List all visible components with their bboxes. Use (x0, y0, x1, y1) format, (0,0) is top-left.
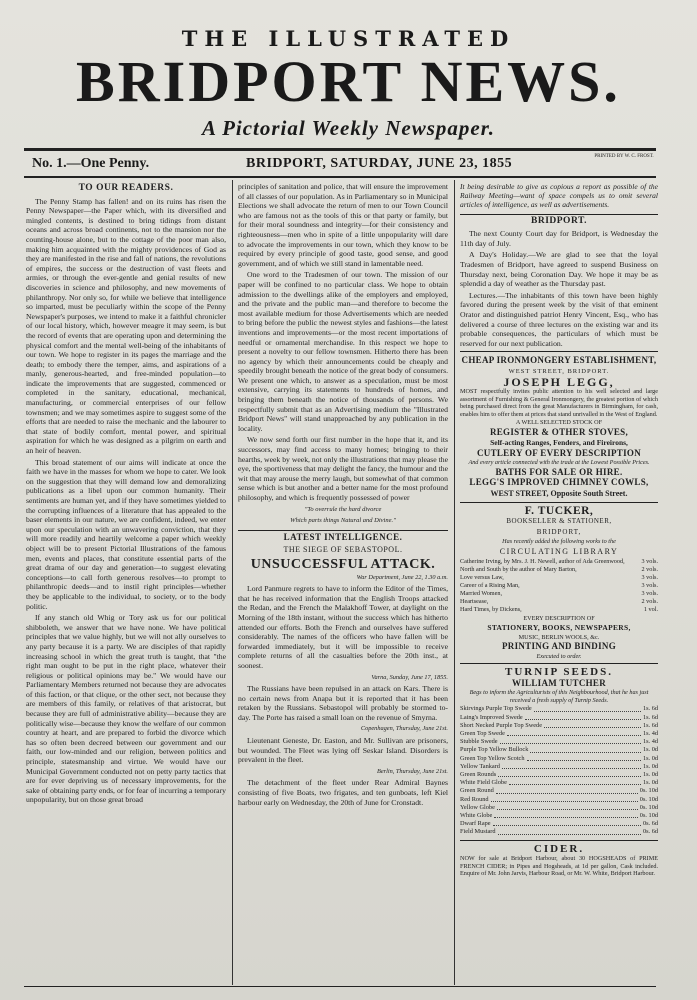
quote-line-2: Which parts things Natural and Divine." (290, 517, 396, 525)
ad-name: WILLIAM TUTCHER (511, 677, 607, 688)
ironmongery-advertisement (460, 351, 658, 498)
seed-item (460, 714, 658, 722)
article-paragraph: The Penny Stamp has fallen! and on its ruins has risen the Penny Newspaper—the Paper which, with its diversified and mingled contents, is destined to bring tidings from distant oceans and across broad continents, not to the mansion nor the counting-house alone, but to the cottage of the poor man also, making him acquainted with the mighty providences of God as they are manifested in the rise and fall of nations, the revolutions of empires, the success or the destruction of vast fleets and armies, or through the ever-gentle and genial results of new discoveries in science and philosophy, and new movements of philanthropy. Nor only so, for while we believe that intelligence so imparted, must be peculiarly within the scope of the Penny Newspaper's purposes, we intend to make it a faithful chronicler of our local history, which, however meagre it may seem, is but the record of events that are operating upon and determining the physical comfort and the mental well-being of the inhabitants of our town. We hope to register in its pages the marriage and the death; to embody there the temper, aims, and aspirations of a manly, generous-hearted, and free-minded population—to indicate the improvements that are suggested, commenced or completed in the sanitary, educational, mechanical, manufacturing, or commercial enterprises of our fellow townsmen; and we may sometimes aspire to suggest some of the efforts that are needed to raise the mechanic and the labourer to that state of bodily comfort, mental power, and spiritual aspiration for which he was designed as a pilgrim on earth and an heir of heaven. (26, 196, 226, 456)
column-right (460, 182, 658, 984)
seed-name: Laing's Improved Swede (460, 713, 523, 721)
ad-executed: Executed to order. (536, 652, 582, 660)
book-volumes: 3 vols. (641, 557, 658, 565)
book-title: North and South by the author of Mary Barton, (460, 565, 577, 573)
book-title: Hard Times, by Dickens, (460, 605, 522, 613)
book-volumes: 3 vols. (641, 589, 658, 597)
ad-library: CIRCULATING LIBRARY (499, 546, 619, 556)
cider-advertisement (460, 840, 658, 878)
bridport-heading: BRIDPORT. (531, 215, 587, 226)
leader-dots (498, 771, 641, 777)
seed-item (460, 804, 658, 812)
seed-price: 0s. 6d (642, 828, 658, 836)
article-paragraph: If any stanch old Whig or Tory ask us for our political shibboleth, we answer that we have none. We have political principles that we value highly, but we will not ally ourselves to any party because it is a party. We are disciples of that rapidly increasing school in which the great truth is taught, that "the right man ought to be put in the right place, whatever their religious or political opinions may be." We would have our Parliamentary Members returned not because they are advocates of this faction, or that clique, or the other sect, not because they are members of this family, or relatives of that aristocrat, but because they are full of administrative ability—because they are politically wise—because they know the welfare of our common country at heart, and are prepared to forbid the divorce which has so often been decreed between our government and our faith, our low-minded and our religion, between politics and principle, statesmanship and virtue. We would have our Municipal Government conducted not on petty party tactics that are for ever depriving us of necessary improvements, for the sake of obtaining party ends, or for fear of incurring a temporary unpopularity, but on those great broad (26, 613, 226, 805)
article-paragraph: One word to the Tradesmen of our town. The mission of our paper will be confined to no particular class. We hope to obtain admission to the dwellings alike of the employers and employed, and the private and the public man—and therefore to become the most available medium for those Advertisements which are needed to bring before the public the newest styles and fashions—the latest inventions and improvements—or the most recent importations of needful or ornamental merchandise. In this respect we hope to present a novelty to our fellow townsmen. Hitherto there has been no agency by which their announcements could be cheaply and speedily brought beneath the notice of the great body of consumers. We present one which, to answer as a speculation, must be most extensive, carrying its statements to hundreds of homes, and bringing them beneath the notice of thousands of persons. We respectfully submit that as an Advertising medium the "Illustrated Bridport News" will stand unapproached by any publication in the locality. (238, 270, 448, 433)
seed-item (460, 705, 658, 713)
place-date: BRIDPORT, SATURDAY, JUNE 23, 1855 (246, 156, 513, 171)
book-title: Catherine Irving, by Mrs. J. H. Newell, author of Ada Greenwood, (460, 557, 625, 565)
bookseller-advertisement (460, 502, 658, 661)
ad-music: MUSIC, BERLIN WOOLS, &c. (518, 633, 600, 641)
ad-stock: A WELL SELECTED STOCK OF (515, 419, 603, 427)
to-our-readers-heading: TO OUR READERS. (78, 183, 174, 193)
seed-name: Green Top Swede (460, 730, 505, 738)
article-paragraph: This broad statement of our aims will indicate at once the faith we have in the masses for whom we hope to cater. We look on the suggestion that they will demand low and demoralizing publications as a libel upon our common humanity. Their sentiments are human yet, and if they have sometimes yielded to the corrupting influences of a literature that has appealed to the baser elements in our nature, we are confident, indeed, we enter upon our speculation with an unwavering conviction, that they will more readily and heartily welcome a paper which weekly object will be to present Pictorial Illustrations of the famous men, events and places, that constitute essential parts of the great drama of our day and generation—to suggest elevating conceptions—to call forth generous resolves—to prompt to philanthropic deeds—and to instil right principles—whether they be applicable to the individual, to society, or to the body politic. (26, 457, 226, 611)
seed-item (460, 779, 658, 787)
seed-price: 1s. 6d (642, 721, 658, 729)
seed-name: Green Top Yellow Scotch (460, 754, 525, 762)
local-news-item: The next County Court day for Bridport, is Wednesday the 11th day of July. (460, 229, 658, 248)
column-divider-2 (454, 180, 455, 985)
book-item (460, 566, 658, 574)
seed-price: 1s. 6d (642, 713, 658, 721)
seed-item (460, 746, 658, 754)
seed-item (460, 771, 658, 779)
seed-name: Short Necked Purple Top Swede (460, 721, 542, 729)
ad-street: WEST STREET, BRIDPORT. (508, 367, 610, 375)
seed-price: 0s. 6d (642, 820, 658, 828)
seed-name: White Field Globe (460, 779, 507, 787)
leader-dots (498, 828, 641, 834)
seed-name: Red Round (460, 795, 489, 803)
seed-price: 0s. 10d (639, 803, 658, 811)
book-item (460, 598, 658, 606)
book-title: Heartsease, (460, 597, 489, 605)
article-paragraph: We now send forth our first number in the hope that it, and its successors, may find access to many homes; bringing to their hearths, week by week, not only the illustrations that may please the eye, the sportiveness that may delight the fancy, the humour and the wit that may arouse the merry laugh, but somewhat of that common sense which is but another and a better name for the most profound philosophy, and which is frequently possessed of power (238, 435, 448, 502)
leader-dots (491, 796, 638, 802)
ad-text: MOST respectfully invites public attention to his well selected and large assortment of Furnishing & General Ironmongery, the greatest portion of which being purchased direct from the great Manufacturers in Birmingham, for cash, enables him to offer them at prices that stand unrivalled in the West of England. (460, 388, 658, 418)
seed-name: Green Round (460, 787, 494, 795)
seed-item (460, 722, 658, 730)
book-volumes: 2 vols. (641, 597, 658, 605)
book-title: Love versus Law, (460, 573, 504, 581)
seed-item (460, 796, 658, 804)
book-item (460, 574, 658, 582)
leader-dots (527, 755, 641, 761)
seed-item (460, 738, 658, 746)
local-news-item: A Day's Holiday.—We are glad to see that the loyal Tradesmen of Bridport, have agreed to suspend Business on Thursday next, being Coronation Day. We hope it may be as splendid a day of weather as the Thursday past. (460, 250, 658, 289)
masthead-subtitle: A Pictorial Weekly Newspaper. (201, 116, 496, 140)
bottom-rule (24, 986, 656, 987)
ad-intro: Has recently added the following works to the (502, 538, 616, 546)
column-to-our-readers (26, 182, 226, 984)
book-volumes: 3 vols. (641, 573, 658, 581)
article-paragraph: Lord Panmure regrets to have to inform the Editor of the Times, that he has received information that the English Troops attacked the Redan, and the French the Malakhoff Tower, at daylight on the Morning of the 18th instant, without the success which has hitherto attended our efforts. Both the French and ourselves have suffered considerably. The names of the officers who have fallen will be forwarded immediately, but it will be impossible to receive complete returns of all the casualties before the 20th inst., at soonest. (238, 584, 448, 670)
book-title: Married Women, (460, 589, 503, 597)
ad-name: F. TUCKER, (524, 504, 594, 517)
ad-baths: BATHS FOR SALE OR HIRE. (495, 466, 623, 477)
seed-name: Field Mustard (460, 828, 496, 836)
leader-dots (493, 820, 641, 826)
seed-price: 1s. 6d (642, 705, 658, 713)
column-divider-1 (232, 180, 233, 985)
seed-item (460, 820, 658, 828)
article-paragraph: The Russians have been repulsed in an attack on Kars. There is no certain news from Anapa but it is reported that it has been retaken by the Russians. Sebastopol will probably be stormed to-day. The Porte has raised a small loan on the revenue of Smyrna. (238, 684, 448, 722)
seed-price: 1s. 0d (642, 771, 658, 779)
article-paragraph: principles of sanitation and police, that will ensure the improvement of all classes of our population. As in Parliamentary so in Municipal Elections we shall advocate the return of men to our Town Council who are famous not as the tools of this or that party or family, but for their moral soundness and integrity—for their consistency and righteousness—men who in spite of a little unpopularity will dare to advocate the improvements in our town, which they know to be required by every principle of good taste, good sense, and good government, and of which we still stand in lamentable need. (238, 182, 448, 268)
dateline (24, 154, 654, 176)
leader-dots (494, 812, 637, 818)
article-paragraph: The detachment of the fleet under Rear Admiral Baynes consisting of five Boats, two frigates, and ten gunboats, left Kiel harbour early on Wednesday, the 20th of June for Cronstadt. (238, 778, 448, 807)
column-center (238, 182, 448, 984)
ad-town: BRIDPORT, (536, 527, 582, 536)
ad-address: WEST STREET, Opposite South Street. (490, 489, 628, 499)
siege-heading: THE SIEGE OF SEBASTOPOL. (283, 545, 403, 555)
book-volumes: 3 vols. (641, 581, 658, 589)
leader-dots (534, 705, 641, 711)
ad-stationery: STATIONERY, BOOKS, NEWSPAPERS, (487, 623, 631, 633)
ad-cutlery: CUTLERY OF EVERY DESCRIPTION (476, 447, 642, 458)
book-item (460, 558, 658, 566)
ad-text: NOW for sale at Bridport Harbour, about 30 HOGSHEADS of PRIME FRENCH CIDER; in Pipes and Hogsheads, at 1d per gallon, Cask included. Enquire of Mr. John Jarvis, Harbour Road, or Mr. W. White, Bridport Harbour. (460, 855, 658, 878)
seed-name: Dwarf Rape (460, 820, 491, 828)
printer-note: PRINTED BY W. C. FROST. (594, 154, 654, 159)
ad-stoves: REGISTER & OTHER STOVES, (489, 426, 629, 437)
article-paragraph: Lieutenant Geneste, Dr. Easton, and Mr. Sullivan are prisoners, but wounded. The Fleet was lying off Seskar Island. Disorders is prevalent in the fleet. (238, 736, 448, 765)
leader-dots (497, 804, 638, 810)
leader-dots (507, 730, 641, 736)
dateline-varna: Varna, Sunday, June 17, 1855. (371, 673, 448, 681)
seed-name: Purple Top Yellow Bullock (460, 746, 529, 754)
leader-dots (509, 779, 641, 785)
ad-warrant: And every article connected with the trade at the Lowest Possible Prices. (468, 459, 650, 467)
local-news-item: Lectures.—The inhabitants of this town have been highly favored during the present week by the visit of that eminent Orator and distinguished patriot Henry Vincent, Esq., who has delivered a course of three lectures on the existing war and its probable consequences, the particulars of which must be reserved for our next publication. (460, 290, 658, 348)
quote-line-1: "To overrule the hard divorce (304, 505, 382, 513)
seed-price: 1s. 0d (642, 779, 658, 787)
masthead-the-illustrated: THE ILLUSTRATED (181, 26, 516, 51)
seed-item (460, 828, 658, 836)
ad-title: TURNIP SEEDS. (505, 666, 613, 679)
seed-item (460, 755, 658, 763)
turnip-seeds-advertisement (460, 663, 658, 836)
seed-name: Skirvings Purple Top Swede (460, 705, 532, 713)
seed-item (460, 812, 658, 820)
seed-name: Green Rounds (460, 771, 497, 779)
ad-title: CHEAP IRONMONGERY ESTABLISHMENT, (461, 355, 657, 366)
book-volumes: 2 vols. (641, 565, 658, 573)
seed-name: Yellow Globe (460, 803, 495, 811)
seed-price: 1s. 0d (642, 746, 658, 754)
dateline-rule (24, 176, 656, 178)
leader-dots (502, 763, 641, 769)
dateline-copenhagen: Copenhagen, Thursday, June 21st. (360, 725, 448, 733)
book-item (460, 582, 658, 590)
book-item (460, 606, 658, 614)
seed-price: 1s. 4d (642, 738, 658, 746)
seed-price: 0s. 10d (639, 795, 658, 803)
ad-printing: PRINTING AND BINDING (501, 641, 616, 652)
ad-text: Begs to inform the Agriculturists of this Neighbourhood, that he has just received a fresh supply of Turnip Seeds. (469, 689, 649, 704)
seed-name: White Globe (460, 812, 493, 820)
ad-name: JOSEPH LEGG, (503, 374, 615, 389)
editorial-notice: It being desirable to give as copious a report as possible of the Railway Meeting—want of space compels us to omit several articles of intelligence, as well as advertisements. (460, 182, 658, 210)
leader-dots (496, 787, 638, 793)
masthead-title: BRIDPORT NEWS. (76, 49, 621, 114)
seed-price: 0s. 10d (639, 787, 658, 795)
ad-stock: EVERY DESCRIPTION OF (523, 614, 595, 622)
leader-dots (525, 714, 641, 720)
leader-dots (530, 746, 641, 752)
seed-item (460, 787, 658, 795)
ad-title: CIDER. (533, 842, 585, 855)
seed-price: 0s. 10d (639, 812, 658, 820)
book-title: Career of a Rising Man, (460, 581, 520, 589)
dateline-berlin: Berlin, Thursday, June 21st. (376, 767, 448, 775)
seed-price: 1s. 0d (642, 754, 658, 762)
seed-item (460, 730, 658, 738)
latest-intelligence-heading: LATEST INTELLIGENCE. (283, 531, 403, 542)
ad-trade: BOOKSELLER & STATIONER, (506, 517, 612, 526)
unsuccessful-attack-heading: UNSUCCESSFUL ATTACK. (250, 556, 436, 572)
issue-number: No. 1.—One Penny. (32, 156, 150, 171)
seed-price: 1s. 0d (642, 762, 658, 770)
leader-dots (544, 722, 641, 728)
leader-dots (500, 738, 641, 744)
book-item (460, 590, 658, 598)
seed-name: Yellow Tankard (460, 762, 500, 770)
seed-item (460, 763, 658, 771)
ad-fenders: Self-acting Ranges, Fenders, and Fireirons, (490, 438, 628, 448)
book-volumes: 1 vol. (643, 605, 658, 613)
dateline-war-department: War Department, June 22, 1.30 a.m. (356, 573, 448, 581)
seed-price: 1s. 4d (642, 730, 658, 738)
book-list (460, 558, 658, 614)
ad-cowls: LEGG'S IMPROVED CHIMNEY COWLS, (469, 477, 649, 488)
top-rule (24, 148, 656, 151)
seed-price-list (460, 705, 658, 836)
seed-name: Stubble Swede (460, 738, 498, 746)
